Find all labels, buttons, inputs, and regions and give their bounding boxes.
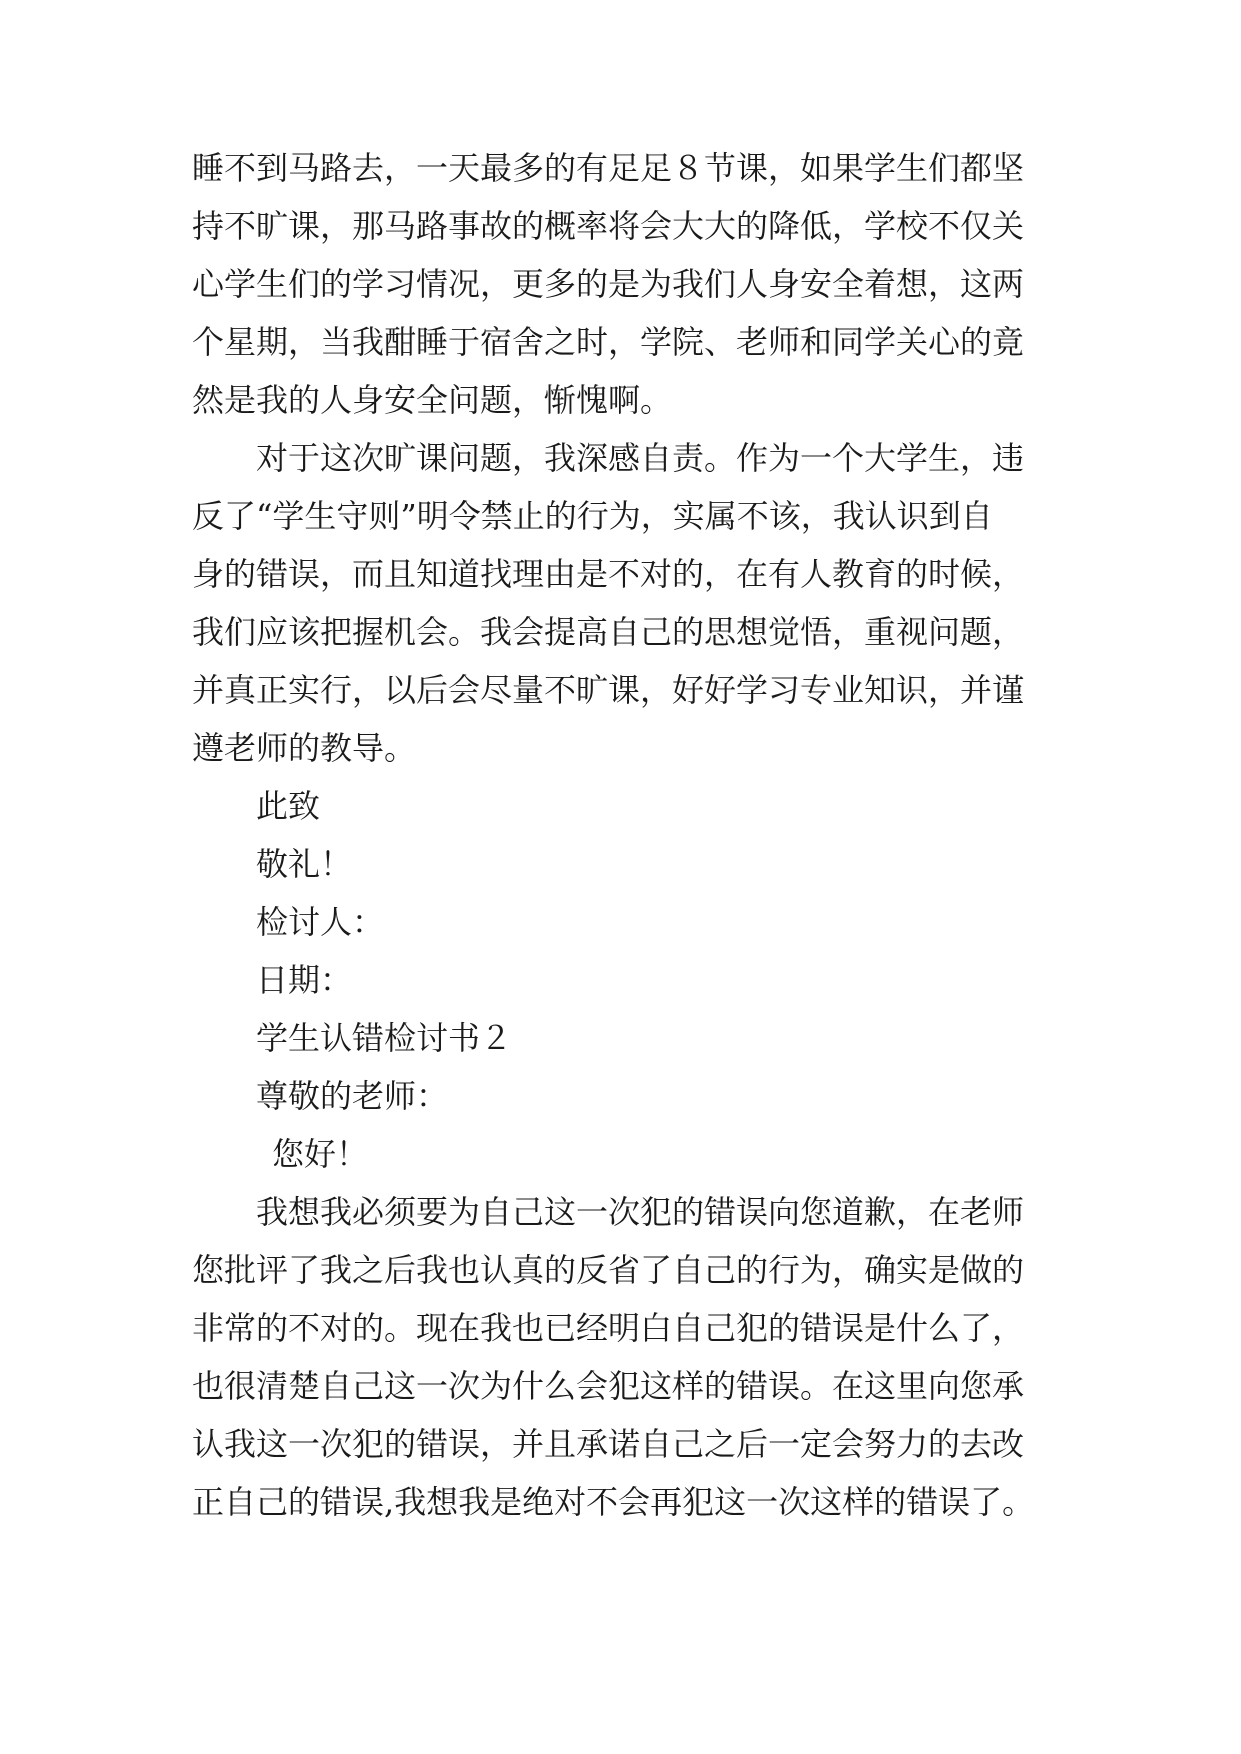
paragraph1-line-2: 持不旷课，那马路事故的概率将会大大的降低，学校不仅关 <box>192 207 1025 245</box>
section2-hello: 您好！ <box>272 1135 369 1173</box>
paragraph1-line-5: 然是我的人身安全问题，惭愧啊。 <box>192 381 673 419</box>
paragraph2-line-3: 身的错误，而且知道找理由是不对的，在有人教育的时候， <box>192 555 1025 593</box>
closing-salutation: 此致 <box>256 787 321 825</box>
section2-line-6: 正自己的错误,我想我是绝对不会再犯这一次这样的错误了。 <box>192 1483 1035 1521</box>
paragraph2-line-5: 并真正实行，以后会尽量不旷课，好好学习专业知识，并谨 <box>192 671 1025 709</box>
section2-line-5: 认我这一次犯的错误，并且承诺自己之后一定会努力的去改 <box>192 1425 1025 1463</box>
closing-date: 日期： <box>256 961 353 999</box>
closing-reviewer: 检讨人： <box>256 903 385 941</box>
section2-line-2: 您批评了我之后我也认真的反省了自己的行为，确实是做的 <box>192 1251 1025 1289</box>
paragraph2-line-4: 我们应该把握机会。我会提高自己的思想觉悟，重视问题， <box>192 613 1025 651</box>
section2-line-1: 我想我必须要为自己这一次犯的错误向您道歉，在老师 <box>256 1193 1025 1231</box>
paragraph2-line-1: 对于这次旷课问题，我深感自责。作为一个大学生，违 <box>256 439 1025 477</box>
paragraph1-line-4: 个星期，当我酣睡于宿舍之时，学院、老师和同学关心的竟 <box>192 323 1025 361</box>
paragraph1-line-3: 心学生们的学习情况，更多的是为我们人身安全着想，这两 <box>192 265 1025 303</box>
section2-line-3: 非常的不对的。现在我也已经明白自己犯的错误是什么了， <box>192 1309 1025 1347</box>
section2-line-4: 也很清楚自己这一次为什么会犯这样的错误。在这里向您承 <box>192 1367 1025 1405</box>
closing-respect: 敬礼！ <box>256 845 353 883</box>
section2-greeting: 尊敬的老师： <box>256 1077 449 1115</box>
section2-title: 学生认错检讨书２ <box>256 1019 513 1057</box>
paragraph2-line-6: 遵老师的教导。 <box>192 729 417 767</box>
paragraph2-line-2: 反了“学生守则”明令禁止的行为，实属不该，我认识到自 <box>192 497 993 535</box>
paragraph1-line-1: 睡不到马路去，一天最多的有足足８节课，如果学生们都坚 <box>192 149 1025 187</box>
